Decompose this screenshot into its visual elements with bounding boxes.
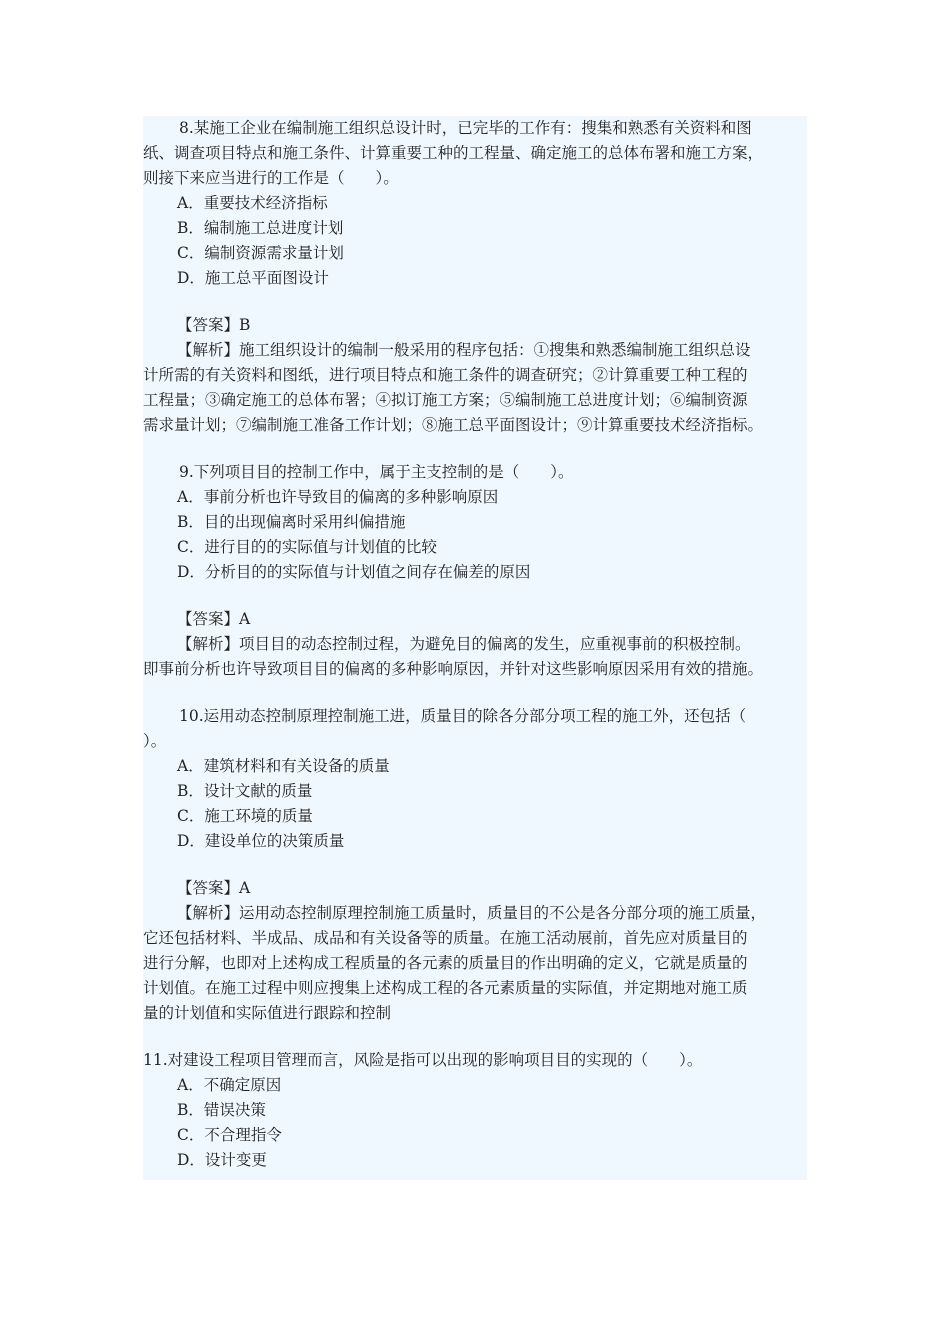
- analysis-line: 需求量计划；⑦编制施工准备工作计划；⑧施工总平面图设计；⑨计算重要技术经济指标。: [143, 416, 764, 434]
- question-8: [143, 116, 807, 438]
- analysis-line: 【解析】项目目的动态控制过程，为避免目的偏离的发生，应重视事前的积极控制。: [177, 635, 751, 653]
- analysis-line: 【解析】施工组织设计的编制一般采用的程序包括：①搜集和熟悉编制施工组织总设: [177, 341, 751, 359]
- question-stem-line: 8.某施工企业在编制施工组织总设计时，已完毕的工作有：搜集和熟悉有关资料和图: [179, 119, 752, 137]
- spacer: [143, 1026, 807, 1048]
- analysis-line: 计所需的有关资料和图纸，进行项目特点和施工条件的调查研究；②计算重要工种工程的: [143, 366, 748, 384]
- spacer: [143, 291, 807, 313]
- option-b: B．设计文献的质量: [177, 782, 313, 800]
- question-9: [143, 460, 807, 682]
- option-c: C．编制资源需求量计划: [177, 244, 344, 262]
- spacer: [143, 438, 807, 460]
- option-c: C．施工环境的质量: [177, 807, 313, 825]
- option-d: D．建设单位的决策质量: [177, 832, 345, 850]
- question-stem-line: 则接下来应当进行的工作是（ ）。: [143, 169, 399, 187]
- question-11: [143, 1048, 807, 1173]
- question-stem-line: 纸、调查项目特点和施工条件、计算重要工种的工程量、确定施工的总体布署和施工方案，: [143, 144, 764, 162]
- option-b: B．错误决策: [177, 1101, 266, 1119]
- analysis-line: 工程量；③确定施工的总体布署；④拟订施工方案；⑤编制施工总进度计划；⑥编制资源: [143, 391, 748, 409]
- option-c: C．不合理指令: [177, 1126, 282, 1144]
- option-a: A．重要技术经济指标: [177, 194, 328, 212]
- answer-line: 【答案】A: [177, 610, 251, 628]
- spacer: [143, 682, 807, 704]
- question-stem-line: 11.对建设工程项目管理而言，风险是指可以出现的影响项目目的实现的（ ）。: [143, 1051, 703, 1069]
- spacer: [143, 854, 807, 876]
- analysis-line: 计划值。在施工过程中则应搜集上述构成工程的各元素质量的实际值，并定期地对施工质: [143, 979, 748, 997]
- option-b: B．编制施工总进度计划: [177, 219, 344, 237]
- option-a: A．不确定原因: [177, 1076, 282, 1094]
- analysis-line: 【解析】运用动态控制原理控制施工质量时，质量目的不公是各分部分项的施工质量，: [177, 904, 767, 922]
- question-stem-line: 9.下列项目目的控制工作中，属于主支控制的是（ ）。: [179, 463, 574, 481]
- answer-line: 【答案】B: [177, 316, 251, 334]
- option-b: B．目的出现偏离时采用纠偏措施: [177, 513, 406, 531]
- option-a: A．事前分析也许导致目的偏离的多种影响原因: [177, 488, 499, 506]
- option-c: C．进行目的的实际值与计划值的比较: [177, 538, 437, 556]
- answer-line: 【答案】A: [177, 879, 251, 897]
- document-body: [143, 116, 807, 1180]
- question-10: [143, 704, 807, 1026]
- option-d: D．设计变更: [177, 1151, 267, 1169]
- question-stem-line: 10.运用动态控制原理控制施工进，质量目的除各分部分项工程的施工外，还包括（: [179, 707, 747, 725]
- option-d: D．施工总平面图设计: [177, 269, 329, 287]
- spacer: [143, 585, 807, 607]
- analysis-line: 进行分解，也即对上述构成工程质量的各元素的质量目的作出明确的定义，它就是质量的: [143, 954, 748, 972]
- question-stem-line: ）。: [143, 732, 167, 750]
- analysis-line: 它还包括材料、半成品、成品和有关设备等的质量。在施工活动展前，首先应对质量目的: [143, 929, 748, 947]
- option-a: A．建筑材料和有关设备的质量: [177, 757, 390, 775]
- analysis-line: 即事前分析也许导致项目目的偏离的多种影响原因，并针对这些影响原因采用有效的措施。: [143, 660, 764, 678]
- analysis-line: 量的计划值和实际值进行跟踪和控制: [143, 1004, 392, 1022]
- option-d: D．分析目的的实际值与计划值之间存在偏差的原因: [177, 563, 531, 581]
